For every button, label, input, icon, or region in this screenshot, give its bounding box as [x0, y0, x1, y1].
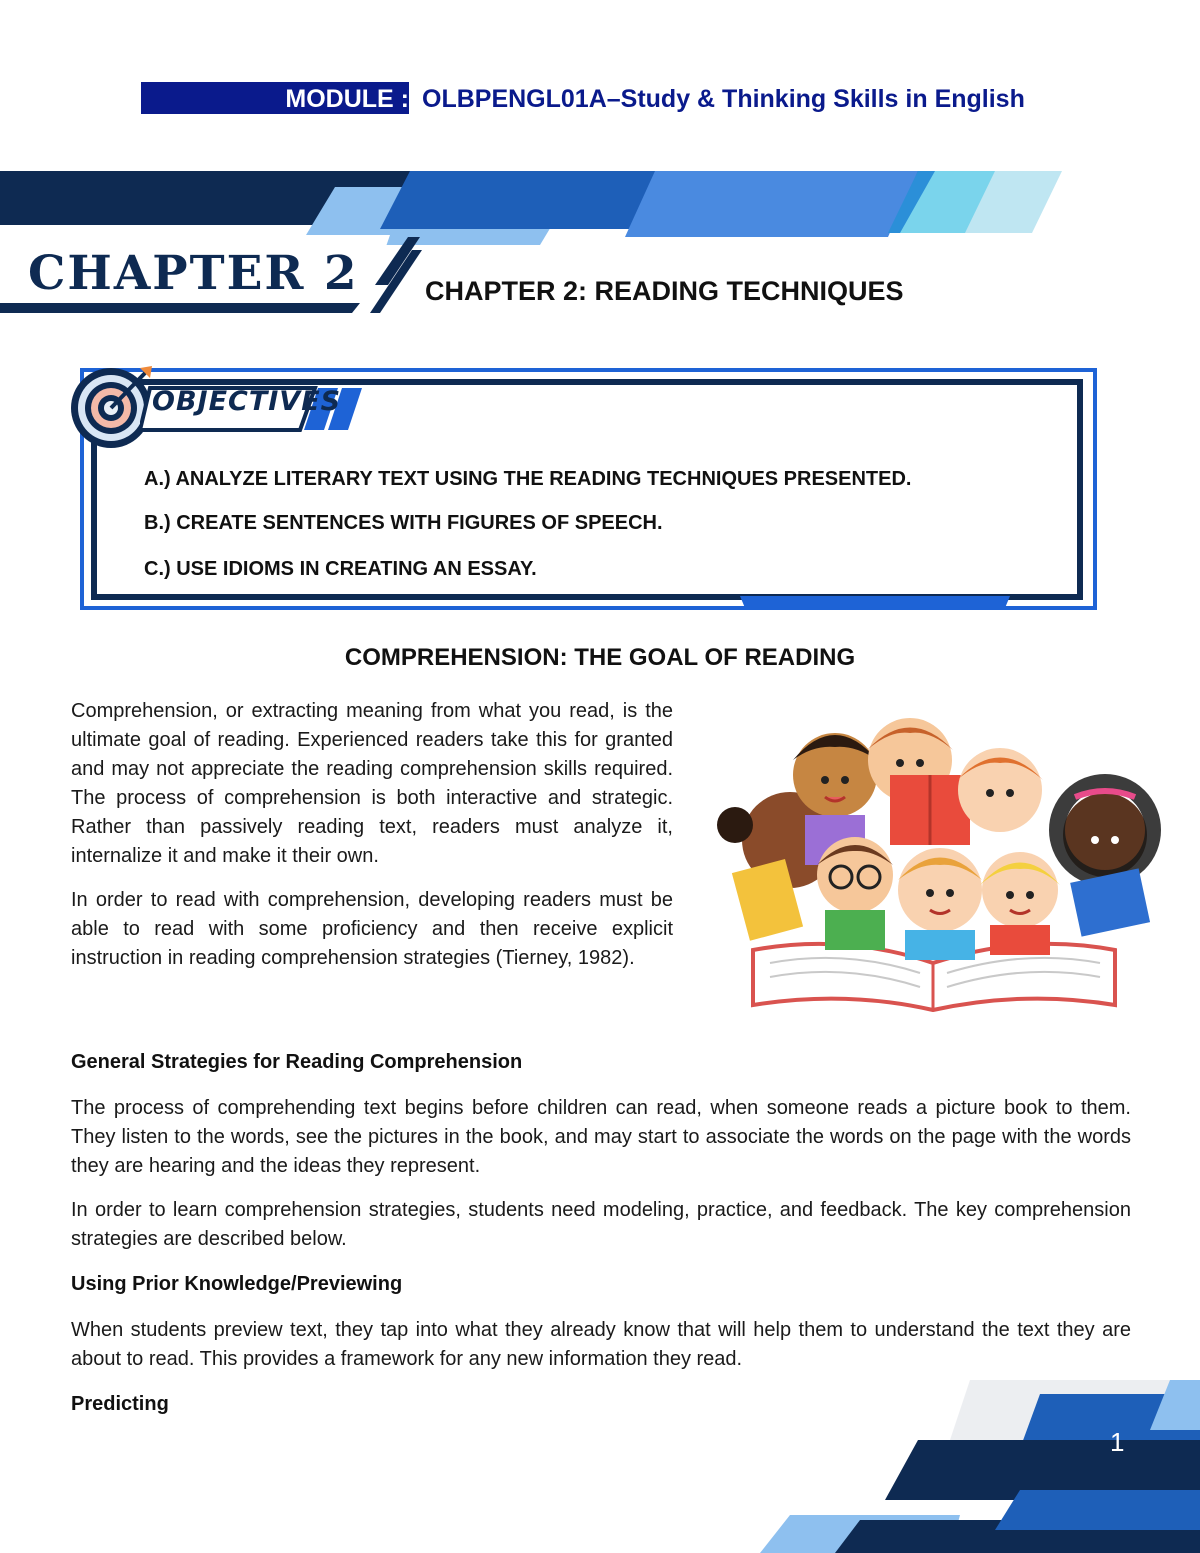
intro-paragraph: Comprehension, or extracting meaning from what you read, is the ultimate goal of reading. Experienced readers take this for granted and may not appreciate the reading comprehension skills required. The process of comprehension is both interactive and strategic. Rather than passively reading text, readers must analyze it, internalize it and make it their own.: [71, 700, 673, 867]
intro-column: [71, 697, 673, 973]
body-paragraph: The process of comprehending text begins before children can read, when someone reads a picture book to them. They listen to the words, see the pictures in the book, and may start to associate the words on the page with the words they are hearing and the ideas they represent.: [71, 1097, 1131, 1177]
general-strategies-heading: General Strategies for Reading Comprehension: [71, 1051, 523, 1073]
prior-knowledge-heading: Using Prior Knowledge/Previewing: [71, 1273, 403, 1295]
body-paragraph: In order to learn comprehension strategies, students need modeling, practice, and feedback. The key comprehension strategies are described below.: [71, 1199, 1131, 1250]
page-corner-decoration: [740, 1380, 1200, 1553]
prior-knowledge-body: [71, 1316, 1131, 1374]
predicting-heading: Predicting: [71, 1393, 169, 1415]
children-reading-illustration: [695, 705, 1175, 1015]
objective-item: C.) USE IDIOMS IN CREATING AN ESSAY.: [144, 558, 537, 580]
objective-item: A.) ANALYZE LITERARY TEXT USING THE READING TECHNIQUES PRESENTED.: [144, 468, 912, 490]
module-title: OLBPENGL01A–Study & Thinking Skills in English: [422, 85, 1025, 113]
module-label: MODULE :: [285, 85, 409, 113]
general-strategies-body: [71, 1094, 1131, 1254]
chapter-badge: CHAPTER 2: [28, 246, 359, 301]
page-number: 1: [1110, 1427, 1125, 1457]
section-title: COMPREHENSION: THE GOAL OF READING: [344, 644, 856, 671]
chapter-heading: CHAPTER 2: READING TECHNIQUES: [425, 276, 904, 306]
objective-item: B.) CREATE SENTENCES WITH FIGURES OF SPEECH.: [144, 512, 663, 534]
body-paragraph: When students preview text, they tap into what they already know that will help them to understand the text they are about to read. This provides a framework for any new information they read.: [71, 1319, 1131, 1370]
intro-paragraph: In order to read with comprehension, developing readers must be able to read with some proficiency and then receive explicit instruction in reading comprehension strategies (Tierney, 1982).: [71, 889, 673, 969]
objectives-label: OBJECTIVES: [152, 386, 342, 417]
